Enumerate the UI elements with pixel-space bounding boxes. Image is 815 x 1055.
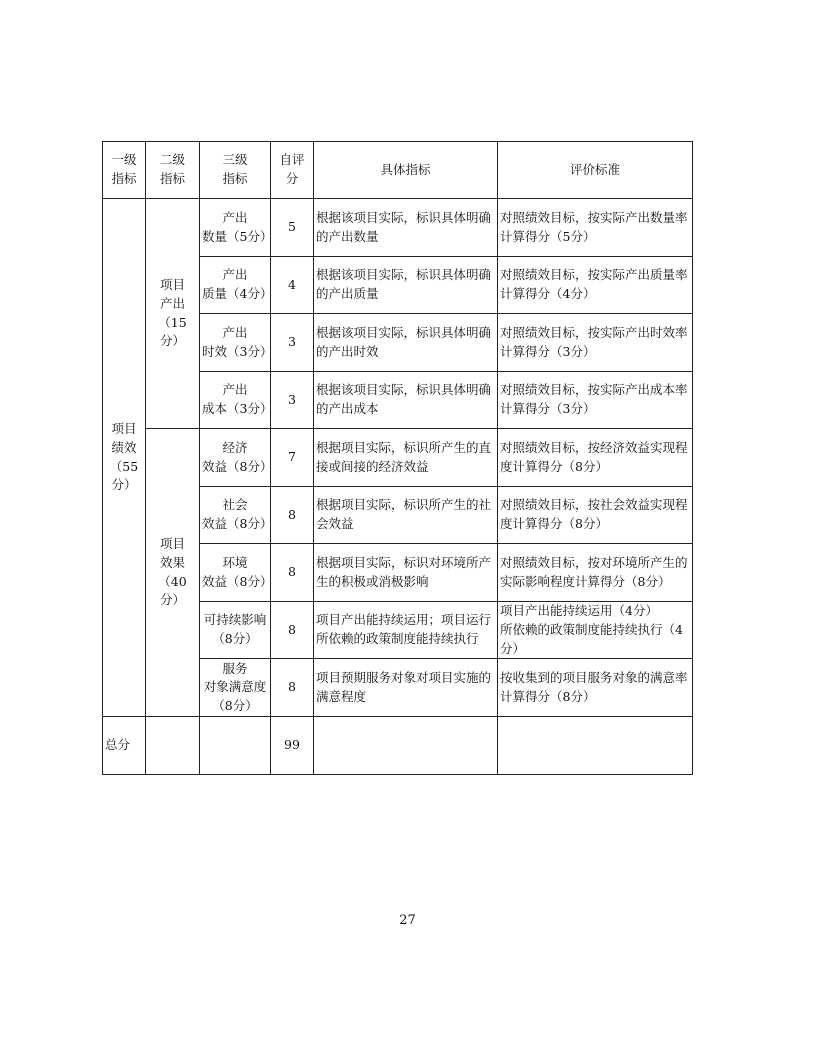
level3-cell: 产出 质量（4分） (200, 257, 271, 314)
header-criteria: 评价标准 (498, 142, 693, 199)
criteria-cell: 按收集到的项目服务对象的满意率计算得分（8分） (498, 659, 693, 717)
total-score: 99 (271, 717, 314, 775)
criteria-cell: 对照绩效目标，按实际产出成本率计算得分（3分） (498, 372, 693, 429)
criteria-cell: 对照绩效目标，按对环境所产生的实际影响程度计算得分（8分） (498, 544, 693, 602)
criteria-cell: 对照绩效目标，按实际产出质量率计算得分（4分） (498, 257, 693, 314)
score-cell: 3 (271, 314, 314, 372)
score-cell: 4 (271, 257, 314, 314)
header-level3: 三级 指标 (200, 142, 271, 199)
criteria-cell: 对照绩效目标，按社会效益实现程度计算得分（8分） (498, 487, 693, 544)
specific-cell: 根据该项目实际，标识具体明确的产出质量 (314, 257, 498, 314)
evaluation-table (102, 141, 693, 775)
specific-cell: 项目预期服务对象对项目实施的满意程度 (314, 659, 498, 717)
table-row (103, 429, 693, 487)
score-cell: 8 (271, 544, 314, 602)
score-cell: 3 (271, 372, 314, 429)
specific-cell: 根据该项目实际，标识具体明确的产出成本 (314, 372, 498, 429)
level3-cell: 环境 效益（8分） (200, 544, 271, 602)
header-self-score: 自评 分 (271, 142, 314, 199)
score-cell: 8 (271, 659, 314, 717)
specific-cell: 项目产出能持续运用；项目运行所依赖的政策制度能持续执行 (314, 602, 498, 659)
score-cell: 8 (271, 487, 314, 544)
score-cell: 8 (271, 602, 314, 659)
empty-cell (146, 717, 200, 775)
total-row (103, 717, 693, 775)
header-specific-indicator: 具体指标 (314, 142, 498, 199)
level3-cell: 经济 效益（8分） (200, 429, 271, 487)
total-label: 总分 (103, 717, 146, 775)
specific-cell: 根据项目实际，标识所产生的社会效益 (314, 487, 498, 544)
criteria-cell: 对照绩效目标，按实际产出时效率计算得分（3分） (498, 314, 693, 372)
level1-cell: 项目 绩效 （55 分） (103, 199, 146, 717)
empty-cell (498, 717, 693, 775)
level3-cell: 服务 对象满意度 （8分） (200, 659, 271, 717)
criteria-cell: 对照绩效目标，按经济效益实现程度计算得分（8分） (498, 429, 693, 487)
level3-cell: 社会 效益（8分） (200, 487, 271, 544)
level2-cell-effect: 项目 效果（40 分） (146, 429, 200, 717)
level3-cell: 可持续影响 （8分） (200, 602, 271, 659)
level3-cell: 产出 成本（3分） (200, 372, 271, 429)
empty-cell (200, 717, 271, 775)
level3-cell: 产出 数量（5分） (200, 199, 271, 257)
specific-cell: 根据项目实际，标识对环境所产生的积极或消极影响 (314, 544, 498, 602)
level3-cell: 产出 时效（3分） (200, 314, 271, 372)
specific-cell: 根据项目实际，标识所产生的直接或间接的经济效益 (314, 429, 498, 487)
header-row (103, 142, 693, 199)
header-level1: 一级 指标 (103, 142, 146, 199)
level2-cell-output: 项目 产出（15 分） (146, 199, 200, 429)
specific-cell: 根据该项目实际，标识具体明确的产出数量 (314, 199, 498, 257)
score-cell: 5 (271, 199, 314, 257)
page-number: 27 (399, 913, 416, 928)
specific-cell: 根据该项目实际，标识具体明确的产出时效 (314, 314, 498, 372)
criteria-cell: 对照绩效目标，按实际产出数量率计算得分（5分） (498, 199, 693, 257)
empty-cell (314, 717, 498, 775)
header-level2: 二级 指标 (146, 142, 200, 199)
criteria-cell: 项目产出能持续运用（4分） 所依赖的政策制度能持续执行（4分） (498, 602, 693, 659)
table-row (103, 199, 693, 257)
score-cell: 7 (271, 429, 314, 487)
